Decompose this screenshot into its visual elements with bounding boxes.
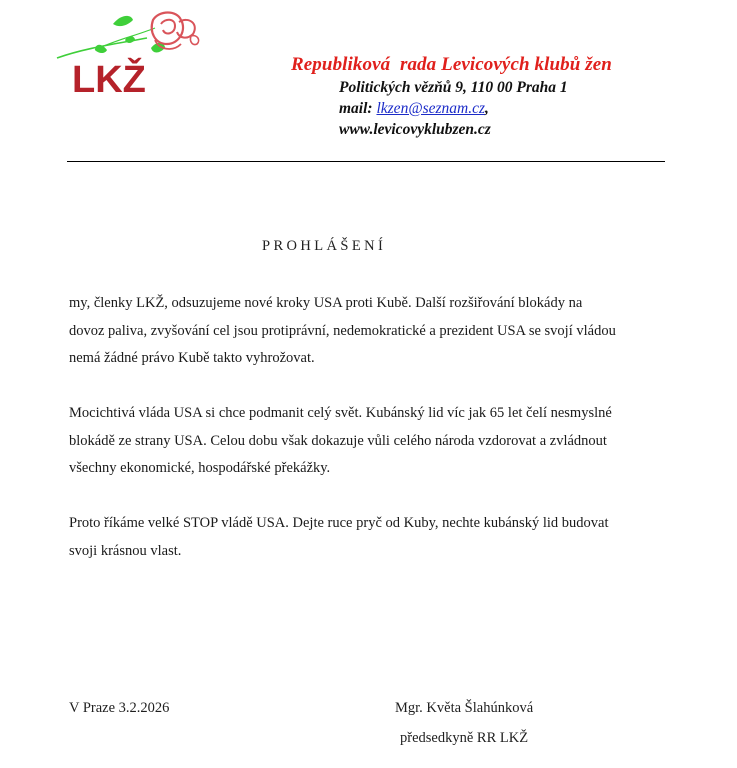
email-line	[339, 100, 489, 118]
statement-body	[69, 290, 674, 593]
paragraph: Mocichtivá vláda USA si chce podmanit celý svět. Kubánský lid víc jak 65 let čelí nesmyslné blokádě ze strany USA. Celou dobu však dokazuje vůli celého národa vzdorovat a zvládnout všechny ekonomické, hospodářské překážky.	[69, 405, 612, 476]
postal-address: Politických vězňů 9, 110 00 Praha 1	[339, 79, 568, 96]
logo-text: LKŽ	[72, 59, 146, 101]
paragraph: my, členky LKŽ, odsuzujeme nové kroky USA proti Kubě. Další rozšiřování blokády na dovoz paliva, zvyšování cel jsou protiprávní, nedemokratické a prezident USA se svojí vládou nemá žádné právo Kubě takto vyhrožovat.	[69, 295, 616, 366]
document-title: PROHLÁŠENÍ	[262, 238, 387, 254]
signer-role: předsedkyně RR LKŽ	[400, 730, 529, 746]
paragraph: Proto říkáme velké STOP vládě USA. Dejte ruce pryč od Kuby, nechte kubánský lid budovat svoji krásnou vlast.	[69, 515, 609, 559]
website: www.levicovyklubzen.cz	[339, 121, 491, 138]
organization-logo	[55, 10, 205, 102]
email-prefix: mail:	[339, 100, 377, 117]
organization-name: Republiková rada Levicových klubů žen	[291, 54, 612, 75]
rose-icon	[55, 10, 205, 102]
signer-name: Mgr. Květa Šlahúnková	[395, 700, 534, 716]
email-suffix: ,	[485, 100, 489, 117]
header-divider	[67, 161, 665, 162]
email-link[interactable]: lkzen@seznam.cz	[376, 100, 485, 117]
place-and-date: V Praze 3.2.2026	[69, 700, 170, 716]
